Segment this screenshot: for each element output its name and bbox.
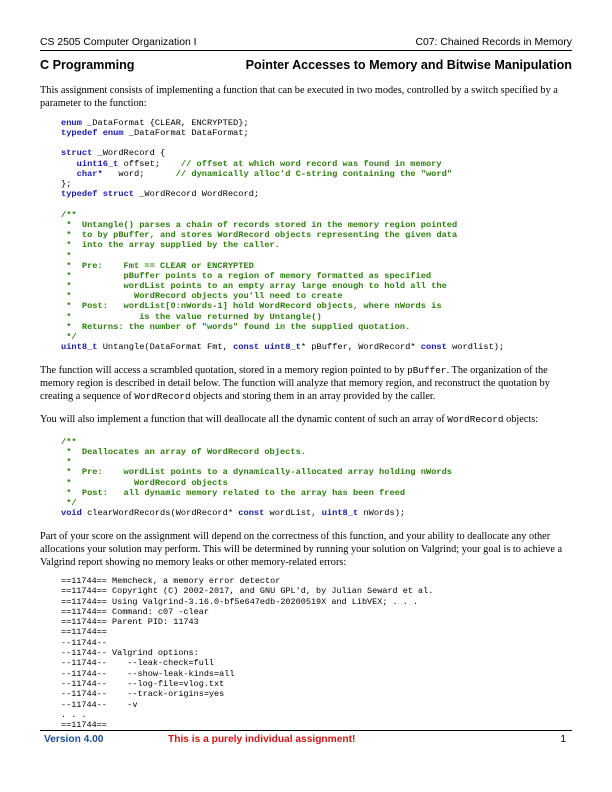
comment-line: * Post: wordList[0:nWords-1] hold WordRecord objects, where nWords is <box>61 301 442 312</box>
comment-line: * Returns: the number of "words" found in the supplied quotation. <box>61 321 411 332</box>
code-keyword: typedef <box>61 128 98 139</box>
comment-line: * to by pBuffer, and stores WordRecord objects representing the given data <box>61 230 458 241</box>
header-rule <box>40 50 572 51</box>
page-number: 1 <box>560 734 566 745</box>
valgrind-line: --11744-- <box>61 637 107 648</box>
version-label: Version 4.00 <box>44 734 104 745</box>
code-keyword: struct <box>102 189 134 200</box>
paragraph-text: You will also implement a function that will deallocate all the dynamic content of such an array of <box>40 414 448 425</box>
valgrind-intro-paragraph: Part of your score on the assignment will depend on the correctness of this function, and your ability to deallocate any other allocations your solution may perform. This will be determined by running your solution on Valgrind; your goal is to achieve a Valgrind report showing no memory leaks or other memory-related errors: <box>40 531 563 568</box>
valgrind-line: ==11744== Using Valgrind-3.16.0-bf5e647edb-20200519X and LibVEX; . . . <box>61 596 419 607</box>
untangle-signature <box>61 342 504 352</box>
code-text: wordlist); <box>446 342 505 352</box>
valgrind-line: --11744-- -v <box>61 699 138 710</box>
code-type: uint8_t <box>61 342 98 352</box>
comment-line: * Pre: Fmt == CLEAR or ENCRYPTED <box>61 260 254 271</box>
code-text: wordList, <box>264 508 322 518</box>
code-keyword: const <box>233 342 260 352</box>
paragraph-text: . The organization of the memory region is described in detail below. The function will analyze that memory region, and reconstruct the quotation by creating a sequence of <box>40 365 550 402</box>
untangle-doc-comment <box>61 210 457 342</box>
code-text: nWords); <box>358 508 406 518</box>
code-keyword: struct <box>61 148 93 159</box>
code-keyword: enum <box>61 118 82 128</box>
code-text: _WordRecord WordRecord; <box>134 189 260 200</box>
comment-line: /** <box>61 437 77 447</box>
inline-code: WordRecord <box>134 391 191 402</box>
dealloc-doc-comment <box>61 437 452 508</box>
code-keyword: const <box>238 508 265 518</box>
valgrind-line: --11744-- --track-origins=yes <box>61 689 225 700</box>
valgrind-line: ==11744== Command: c07 -clear <box>61 606 209 617</box>
footer-rule <box>40 730 572 731</box>
comment-line: * Post: all dynamic memory related to the array has been freed <box>61 487 406 498</box>
valgrind-line: ==11744== Memcheck, a memory error detector <box>61 576 281 586</box>
valgrind-line: --11744-- --log-file=vlog.txt <box>61 678 225 689</box>
comment-line: * <box>61 250 72 261</box>
code-keyword: void <box>61 508 82 518</box>
function-description-paragraph <box>40 364 572 403</box>
paragraph-text: objects and storing them in an array provided by the caller. <box>190 391 436 402</box>
valgrind-line: --11744-- --leak-check=full <box>61 658 215 669</box>
comment-line: */ <box>61 497 77 508</box>
paragraph-text: objects: <box>503 414 539 425</box>
code-text: _DataFormat DataFormat; <box>123 128 249 139</box>
type-definitions-code <box>61 118 452 199</box>
code-comment: // offset at which word record was found in memory <box>180 158 442 169</box>
individual-assignment-warning: This is a purely individual assignment! <box>168 734 356 745</box>
code-text: Untangle(DataFormat Fmt, <box>97 342 234 352</box>
section-title-right: Pointer Accesses to Memory and Bitwise Manipulation <box>245 58 572 72</box>
comment-line: * is the value returned by Untangle() <box>61 311 322 322</box>
code-type: char* <box>76 168 103 179</box>
valgrind-line: --11744-- --show-leak-kinds=all <box>61 668 235 679</box>
page-footer <box>40 734 572 748</box>
inline-code: pBuffer <box>407 365 447 376</box>
code-text: offset; <box>118 158 181 169</box>
comment-line: * WordRecord objects you'll need to create <box>61 291 343 302</box>
code-type: uint8_t <box>264 342 301 352</box>
valgrind-line: --11744-- Valgrind options: <box>61 648 199 659</box>
valgrind-line: ==11744== Parent PID: 11743 <box>61 617 199 628</box>
assignment-title: C07: Chained Records in Memory <box>415 37 572 48</box>
intro-paragraph: This assignment consists of implementing a function that can be executed in two modes, controlled by a switch specified by a parameter to the function: <box>40 85 558 109</box>
comment-line: * Untangle() parses a chain of records stored in the memory region pointed <box>61 220 458 231</box>
comment-line: /** <box>61 210 77 220</box>
comment-line: * pBuffer points to a region of memory formatted as specified <box>61 270 432 281</box>
valgrind-output <box>61 576 433 730</box>
comment-line: * wordList points to an empty array large enough to hold all the <box>61 281 447 292</box>
valgrind-line: ==11744== <box>61 720 107 731</box>
code-keyword: enum <box>102 128 124 139</box>
paragraph-text: The function will access a scrambled quotation, stored in a memory region pointed to by <box>40 365 408 376</box>
code-text: clearWordRecords(WordRecord* <box>81 508 239 518</box>
comment-line: * WordRecord objects <box>61 477 228 488</box>
comment-line: */ <box>61 331 77 342</box>
comment-line: * Pre: wordList points to a dynamically-allocated array holding nWords <box>61 467 453 478</box>
code-comment: // dynamically alloc'd C-string containing the "word" <box>175 168 453 179</box>
code-indent <box>61 159 77 169</box>
course-title: CS 2505 Computer Organization I <box>40 37 197 48</box>
dealloc-intro-paragraph <box>40 413 572 426</box>
code-text: word; <box>102 168 176 179</box>
code-text: * pBuffer, WordRecord* <box>300 342 421 352</box>
code-text: _WordRecord { <box>92 148 166 159</box>
section-title-left: C Programming <box>40 58 135 72</box>
code-indent <box>61 169 77 179</box>
valgrind-line: ==11744== <box>61 627 107 638</box>
valgrind-line: . . . <box>61 709 87 720</box>
code-text: _DataFormat {CLEAR, ENCRYPTED}; <box>81 118 249 128</box>
clear-records-signature <box>61 508 405 518</box>
comment-line: * Deallocates an array of WordRecord objects. <box>61 447 307 458</box>
code-keyword: typedef <box>61 189 98 200</box>
running-header <box>40 37 572 48</box>
comment-line: * <box>61 457 72 468</box>
code-keyword: const <box>420 342 447 352</box>
code-type: uint16_t <box>76 158 119 169</box>
code-type: uint8_t <box>321 508 359 518</box>
code-text: }; <box>61 178 72 189</box>
inline-code: WordRecord <box>447 414 504 425</box>
valgrind-line: ==11744== Copyright (C) 2002-2017, and GNU GPL'd, by Julian Seward et al. <box>61 586 434 597</box>
section-title-bar <box>40 58 572 72</box>
comment-line: * into the array supplied by the caller. <box>61 240 280 251</box>
